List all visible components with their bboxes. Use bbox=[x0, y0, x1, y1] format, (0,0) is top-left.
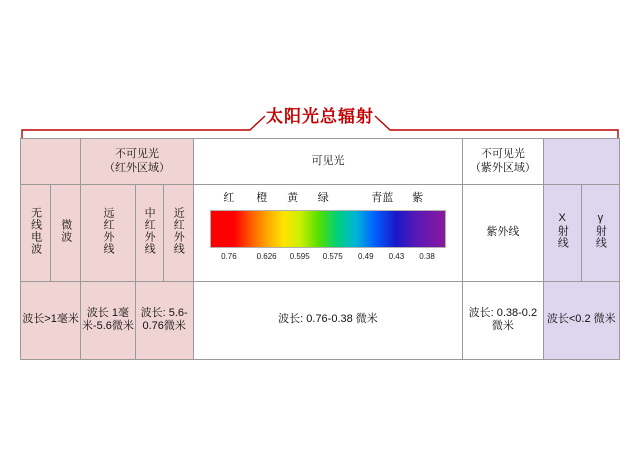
diagram-title-area bbox=[0, 100, 640, 140]
band-label-gamma: γ射线 bbox=[594, 212, 607, 250]
band-cell-far-infrared bbox=[81, 185, 135, 281]
header-cell-ultraviolet bbox=[463, 139, 543, 185]
band-label-xray: X射线 bbox=[556, 212, 569, 250]
band-cell-mid-infrared bbox=[135, 185, 163, 281]
header-cell-visible: 可见光 bbox=[193, 139, 462, 185]
wavelength-cell-xray-gamma: 波长<0.2 微米 bbox=[543, 281, 619, 359]
tick-1: 0.626 bbox=[256, 251, 277, 261]
band-label-radio: 无线电波 bbox=[29, 206, 42, 255]
wavelength-cell-visible: 波长: 0.76-0.38 微米 bbox=[193, 281, 462, 359]
spectrum-graphic bbox=[210, 192, 446, 274]
color-label-cyan-blue: 青蓝 bbox=[371, 191, 394, 204]
header-uv-line1: 不可见光 bbox=[480, 147, 525, 160]
page-title: 太阳光总辐射 bbox=[266, 107, 374, 126]
spectrum-chart-table bbox=[20, 138, 620, 360]
color-label-orange: 橙 bbox=[256, 191, 268, 204]
band-label-near-infrared: 近红外线 bbox=[172, 206, 185, 255]
band-cell-microwave bbox=[51, 185, 81, 281]
band-label-ultraviolet: 紫外线 bbox=[486, 226, 520, 239]
header-cell-empty-left bbox=[21, 139, 81, 185]
wavelength-cell-far-infrared: 波长 1毫米-5.6微米 bbox=[81, 281, 135, 359]
wavelength-row bbox=[21, 281, 620, 359]
band-cell-radio bbox=[21, 185, 51, 281]
wavelength-cell-mid-near-infrared: 波长: 5.6-0.76微米 bbox=[135, 281, 193, 359]
tick-4: 0.49 bbox=[357, 251, 374, 261]
spectrum-gradient-bar bbox=[210, 210, 446, 248]
spectrum-color-labels bbox=[210, 192, 446, 208]
color-label-red: 红 bbox=[223, 191, 235, 204]
band-label-mid-infrared: 中红外线 bbox=[143, 206, 156, 255]
tick-2: 0.595 bbox=[289, 251, 310, 261]
band-cell-near-infrared bbox=[163, 185, 193, 281]
tick-5: 0.43 bbox=[388, 251, 405, 261]
tick-0: 0.76 bbox=[221, 251, 237, 261]
visible-spectrum-cell bbox=[193, 185, 462, 281]
band-row bbox=[21, 185, 620, 281]
color-label-yellow: 黄 bbox=[287, 191, 299, 204]
tick-3: 0.575 bbox=[322, 251, 343, 261]
header-uv-line2: （紫外区域） bbox=[469, 161, 536, 174]
band-label-microwave: 微波 bbox=[59, 218, 72, 243]
band-cell-xray bbox=[543, 185, 581, 281]
spectrum-wavelength-ticks bbox=[210, 252, 446, 268]
header-cell-infrared bbox=[81, 139, 194, 185]
wavelength-cell-ultraviolet: 波长: 0.38-0.2 微米 bbox=[463, 281, 543, 359]
wavelength-cell-radio: 波长>1毫米 bbox=[21, 281, 81, 359]
header-infrared-line2: （红外区域） bbox=[104, 161, 171, 174]
header-infrared-line1: 不可见光 bbox=[115, 147, 160, 160]
band-cell-ultraviolet bbox=[463, 185, 543, 281]
header-row bbox=[21, 139, 620, 185]
header-cell-empty-right bbox=[543, 139, 619, 185]
color-label-violet: 紫 bbox=[412, 191, 424, 204]
tick-6: 0.38 bbox=[419, 251, 435, 261]
band-label-far-infrared: 远红外线 bbox=[101, 206, 114, 255]
band-cell-gamma bbox=[581, 185, 619, 281]
color-label-green: 绿 bbox=[317, 191, 329, 204]
